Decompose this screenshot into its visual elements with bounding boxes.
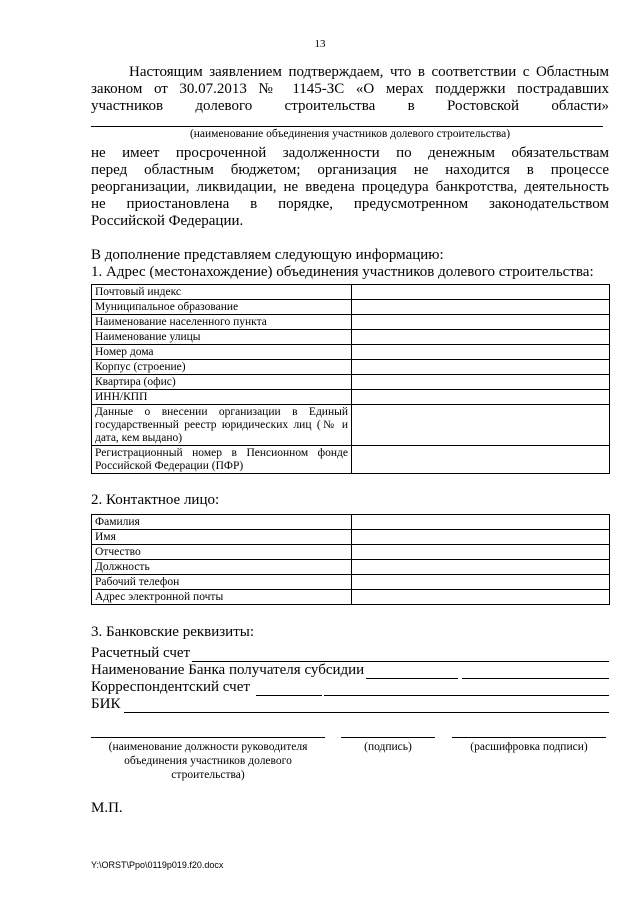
cont-line-4: не приостановлена в порядке, предусмотренном законодательством xyxy=(91,196,609,212)
email-cell[interactable] xyxy=(352,590,610,605)
table-row xyxy=(92,515,610,530)
section3-title: 3. Банковские реквизиты: xyxy=(91,624,255,640)
address-table xyxy=(91,284,610,474)
row-label: Регистрационный номер в Пенсионном фонде Российской Федерации (ПФР) xyxy=(92,446,352,474)
row-label: Наименование населенного пункта xyxy=(92,315,352,330)
street-cell[interactable] xyxy=(352,330,610,345)
table-row xyxy=(92,285,610,300)
table-row xyxy=(92,590,610,605)
corr-account-row xyxy=(91,679,609,696)
contact-table xyxy=(91,514,610,605)
surname-cell[interactable] xyxy=(352,515,610,530)
row-label: Фамилия xyxy=(92,515,352,530)
row-label: Имя xyxy=(92,530,352,545)
row-label: ИНН/КПП xyxy=(92,390,352,405)
table-row xyxy=(92,390,610,405)
cont-line-1: не имеет просроченной задолженности по денежным обязательствам xyxy=(91,145,609,161)
row-label: Почтовый индекс xyxy=(92,285,352,300)
position-line[interactable] xyxy=(91,737,325,738)
intro-paragraph xyxy=(91,64,609,115)
locality-cell[interactable] xyxy=(352,315,610,330)
table-row xyxy=(92,330,610,345)
row-label: Корпус (строение) xyxy=(92,360,352,375)
file-path-footer: Y:\ORST\Ppo\0119p019.f20.docx xyxy=(91,860,224,870)
stamp-place: М.П. xyxy=(91,800,123,816)
corr-account-label: Корреспондентский счет xyxy=(91,679,250,695)
row-label: Муниципальное образование xyxy=(92,300,352,315)
section2-title: 2. Контактное лицо: xyxy=(91,492,220,508)
decode-line[interactable] xyxy=(452,737,606,738)
intro-line-1: Настоящим заявлением подтверждаем, что в соответствии с Областным xyxy=(129,64,609,80)
bank-account-label: Расчетный счет xyxy=(91,645,191,661)
table-row xyxy=(92,375,610,390)
org-name-line[interactable] xyxy=(91,126,603,127)
table-row xyxy=(92,446,610,474)
bank-account-row xyxy=(91,645,609,662)
row-label: Квартира (офис) xyxy=(92,375,352,390)
table-row xyxy=(92,545,610,560)
apartment-cell[interactable] xyxy=(352,375,610,390)
table-row xyxy=(92,315,610,330)
position-caption: (наименование должности руководителя объединения участников долевого строительства) xyxy=(108,741,308,781)
table-row xyxy=(92,300,610,315)
municipality-cell[interactable] xyxy=(352,300,610,315)
bank-name-field-1[interactable] xyxy=(366,665,458,679)
egrul-cell[interactable] xyxy=(352,405,610,446)
row-label: Номер дома xyxy=(92,345,352,360)
cont-line-2: перед областным бюджетом; организация не находится в процессе xyxy=(91,162,609,178)
table-row xyxy=(92,345,610,360)
row-label: Рабочий телефон xyxy=(92,575,352,590)
inn-kpp-cell[interactable] xyxy=(352,390,610,405)
cont-line-5: Российской Федерации. xyxy=(91,213,244,229)
position-cell[interactable] xyxy=(352,560,610,575)
signature-caption: (подпись) xyxy=(364,741,412,753)
house-number-cell[interactable] xyxy=(352,345,610,360)
bik-row xyxy=(91,696,609,713)
bik-field[interactable] xyxy=(124,699,609,713)
row-label: Данные о внесении организации в Единый государственный реестр юридических лиц (№ и дата, кем выдано) xyxy=(92,405,352,446)
signature-line[interactable] xyxy=(341,737,435,738)
intro-continuation xyxy=(91,145,609,230)
section1-title: 1. Адрес (местонахождение) объединения участников долевого строительства: xyxy=(91,264,594,280)
postal-code-cell[interactable] xyxy=(352,285,610,300)
row-label: Отчество xyxy=(92,545,352,560)
bik-label: БИК xyxy=(91,696,121,712)
page-number: 13 xyxy=(314,38,326,50)
building-cell[interactable] xyxy=(352,360,610,375)
name-cell[interactable] xyxy=(352,530,610,545)
intro-line-2: законом от 30.07.2013 № 1145-ЗС «О мерах поддержки пострадавших xyxy=(91,81,609,97)
corr-account-field-1[interactable] xyxy=(256,682,322,696)
bank-name-row xyxy=(91,662,609,679)
decode-caption: (расшифровка подписи) xyxy=(470,741,588,753)
bank-account-field[interactable] xyxy=(192,648,609,662)
table-row xyxy=(92,530,610,545)
row-label: Наименование улицы xyxy=(92,330,352,345)
table-row xyxy=(92,405,610,446)
table-row xyxy=(92,560,610,575)
corr-account-field-2[interactable] xyxy=(324,682,609,696)
bank-name-field-2[interactable] xyxy=(462,665,609,679)
org-name-caption: (наименование объединения участников долевого строительства) xyxy=(189,128,511,140)
work-phone-cell[interactable] xyxy=(352,575,610,590)
intro-line-3: участников долевого строительства в Ростовской области» xyxy=(91,98,609,114)
bank-name-label: Наименование Банка получателя субсидии xyxy=(91,662,365,678)
cont-line-3: реорганизации, ликвидации, не введена процедура банкротства, деятельность xyxy=(91,179,609,195)
table-row xyxy=(92,575,610,590)
pfr-cell[interactable] xyxy=(352,446,610,474)
row-label: Адрес электронной почты xyxy=(92,590,352,605)
patronymic-cell[interactable] xyxy=(352,545,610,560)
row-label: Должность xyxy=(92,560,352,575)
table-row xyxy=(92,360,610,375)
additional-lead: В дополнение представляем следующую информацию: xyxy=(91,247,444,263)
